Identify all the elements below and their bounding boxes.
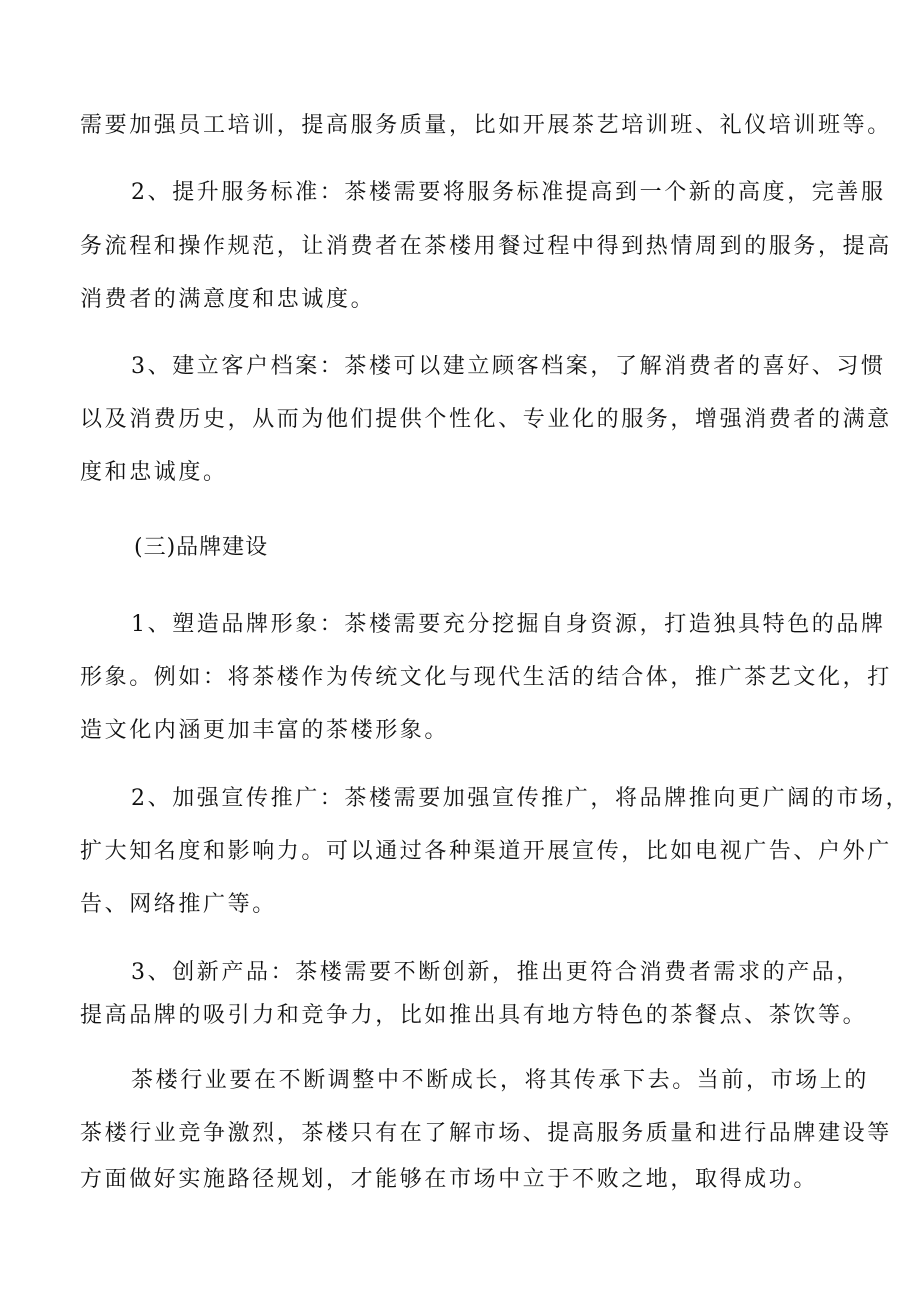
- section-heading: (三)品牌建设: [134, 535, 269, 560]
- paragraph-line: 3、创新产品：茶楼需要不断创新，推出更符合消费者需求的产品，: [131, 960, 861, 985]
- paragraph-line: 需要加强员工培训，提高服务质量，比如开展茶艺培训班、礼仪培训班等。: [80, 113, 892, 138]
- paragraph-line: 消费者的满意度和忠诚度。: [80, 287, 376, 312]
- paragraph-line: 告、网络推广等。: [80, 892, 277, 917]
- paragraph-line: 3、建立客户档案：茶楼可以建立顾客档案，了解消费者的喜好、习惯: [131, 354, 886, 379]
- paragraph-line: 务流程和操作规范，让消费者在茶楼用餐过程中得到热情周到的服务，提高: [80, 234, 892, 259]
- paragraph-line: 形象。例如：将茶楼作为传统文化与现代生活的结合体，推广茶艺文化，打: [80, 665, 892, 690]
- paragraph-line: 方面做好实施路径规划，才能够在市场中立于不败之地，取得成功。: [80, 1167, 819, 1192]
- paragraph-line: 度和忠诚度。: [80, 460, 228, 485]
- paragraph-line: 以及消费历史，从而为他们提供个性化、专业化的服务，增强消费者的满意: [80, 407, 892, 432]
- paragraph-line: 茶楼行业要在不断调整中不断成长，将其传承下去。当前，市场上的: [131, 1068, 870, 1093]
- paragraph-line: 扩大知名度和影响力。可以通过各种渠道开展宣传，比如电视广告、户外广: [80, 839, 892, 864]
- paragraph-line: 1、塑造品牌形象：茶楼需要充分挖掘自身资源，打造独具特色的品牌: [131, 612, 886, 637]
- paragraph-line: 2、提升服务标准：茶楼需要将服务标准提高到一个新的高度，完善服: [131, 180, 886, 205]
- paragraph-line: 造文化内涵更加丰富的茶楼形象。: [80, 718, 450, 743]
- paragraph-line: 提高品牌的吸引力和竞争力，比如推出具有地方特色的茶餐点、茶饮等。: [80, 1003, 868, 1028]
- paragraph-line: 2、加强宣传推广：茶楼需要加强宣传推广，将品牌推向更广阔的市场，: [131, 786, 911, 811]
- paragraph-line: 茶楼行业竞争激烈，茶楼只有在了解市场、提高服务质量和进行品牌建设等: [80, 1121, 892, 1146]
